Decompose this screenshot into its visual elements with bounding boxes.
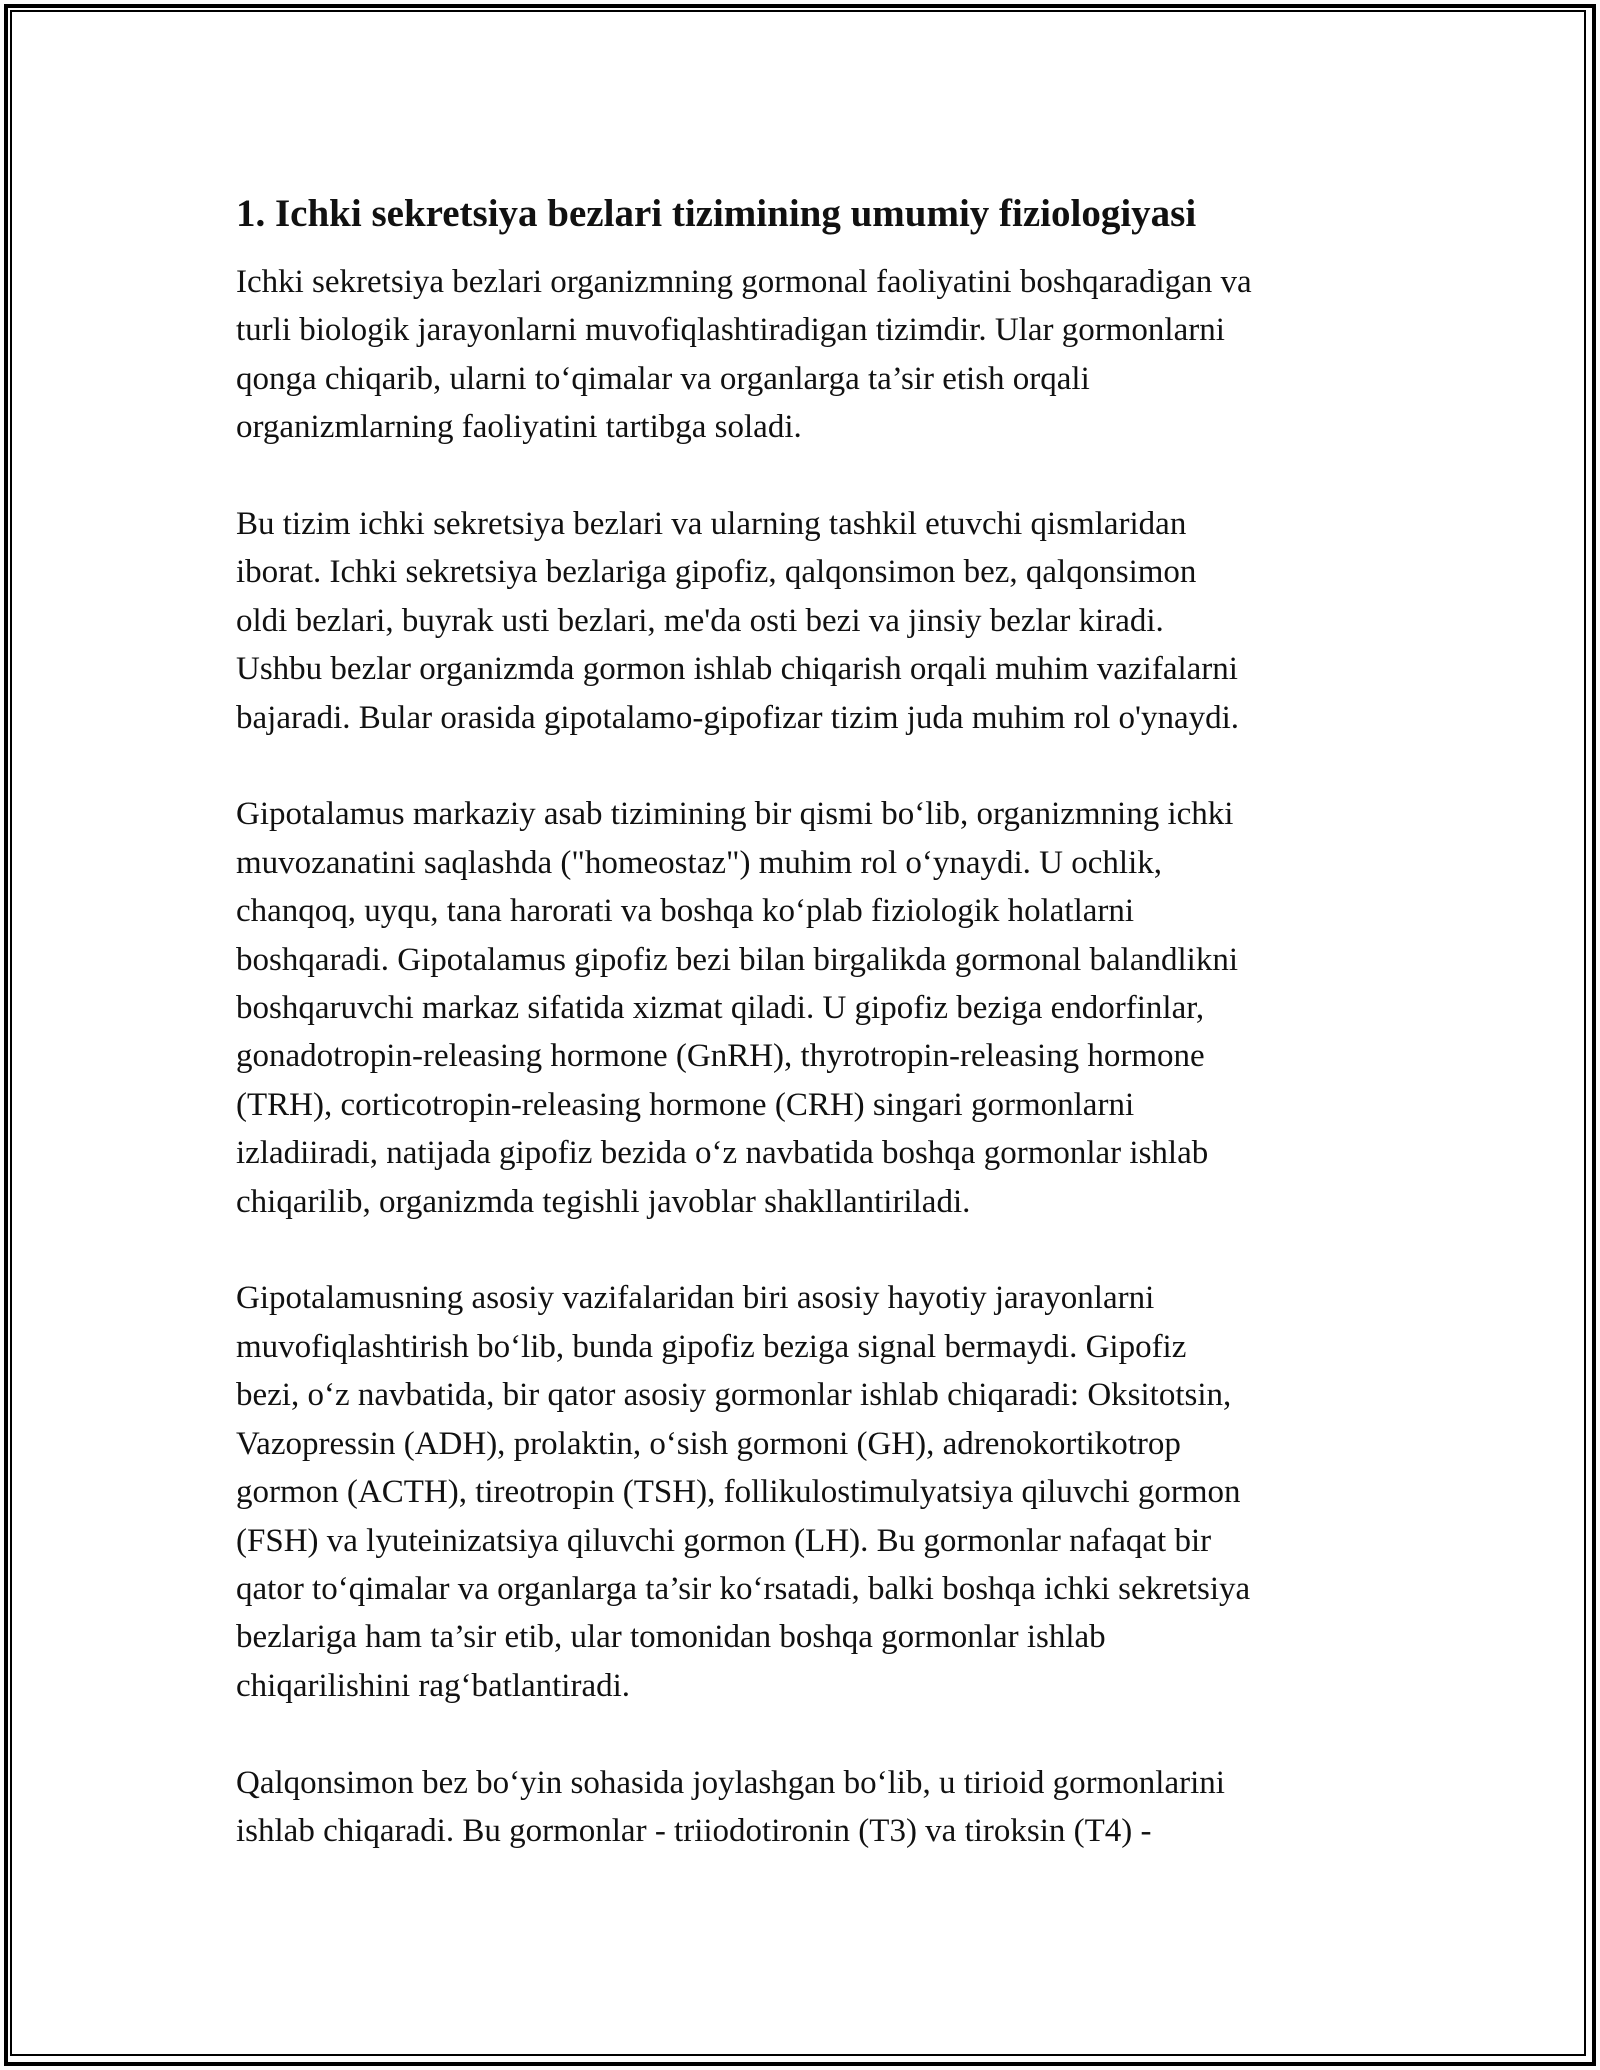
paragraph-hypothalamus: Gipotalamus markaziy asab tizimining bir qismi bo‘lib, organizmning ichki muvozanatini saqlashda ("homeostaz") muhim rol o‘ynaydi. U ochlik, chanqoq, uyqu, tana harorati va boshqa ko‘plab fiziologik holatlarni boshqaradi. Gipotalamus gipofiz bezi bilan birgalikda gormonal balandlikni boshqaruvchi markaz sifatida xizmat qiladi. U gipofiz beziga endorfinlar, gonadotropin-releasing hormone (GnRH), thyrotropin-releasing hormone (TRH), corticotropin-releasing hormone (CRH) singari gormonlarni izladiiradi, natijada gipofiz bezida o‘z navbatida boshqa gormonlar ishlab chiqarilib, organizmda tegishli javoblar shakllantiriladi. [236,796,1238,1220]
section-heading: 1. Ichki sekretsiya bezlari tizimining umumiy fiziologiyasi [236,192,1197,235]
paragraph-thyroid: Qalqonsimon bez bo‘yin sohasida joylashgan bo‘lib, u tirioid gormonlarini ishlab chiqaradi. Bu gormonlar - triiodotironin (T3) va tiroksin (T4) - [236,1764,1225,1849]
paragraph-hypothalamus-functions: Gipotalamusning asosiy vazifalaridan biri asosiy hayotiy jarayonlarni muvofiqlashtirish bo‘lib, bunda gipofiz beziga signal bermaydi. Gipofiz bezi, o‘z navbatida, bir qator asosiy gormonlar ishlab chiqaradi: Oksitotsin, Vazopressin (ADH), prolaktin, o‘sish gormoni (GH), adrenokortikotrop gormon (ACTH), tireotropin (TSH), follikulostimulyatsiya qiluvchi gormon (FSH) va lyuteinizatsiya qiluvchi gormon (LH). Bu gormonlar nafaqat bir qator to‘qimalar va organlarga ta’sir ko‘rsatadi, balki boshqa ichki sekretsiya bezlariga ham ta’sir etib, ular tomonidan boshqa gormonlar ishlab chiqarilishini rag‘batlantiradi. [236,1280,1251,1704]
paragraph-system-composition: Bu tizim ichki sekretsiya bezlari va ularning tashkil etuvchi qismlaridan iborat. Ichki sekretsiya bezlariga gipofiz, qalqonsimon bez, qalqonsimon oldi bezlari, buyrak usti bezlari, me'da osti bezi va jinsiy bezlar kiradi. Ushbu bezlar organizmda gormon ishlab chiqarish orqali muhim vazifalarni bajaradi. Bular orasida gipotalamo-gipofizar tizim juda muhim rol o'ynaydi. [236,506,1240,736]
document-body [236,186,1386,1904]
paragraph-intro: Ichki sekretsiya bezlari organizmning gormonal faoliyatini boshqaradigan va turli biologik jarayonlarni muvofiqlashtiradigan tizimdir. Ular gormonlarni qonga chiqarib, ularni to‘qimalar va organlarga ta’sir etish orqali organizmlarning faoliyatini tartibga soladi. [236,264,1252,446]
